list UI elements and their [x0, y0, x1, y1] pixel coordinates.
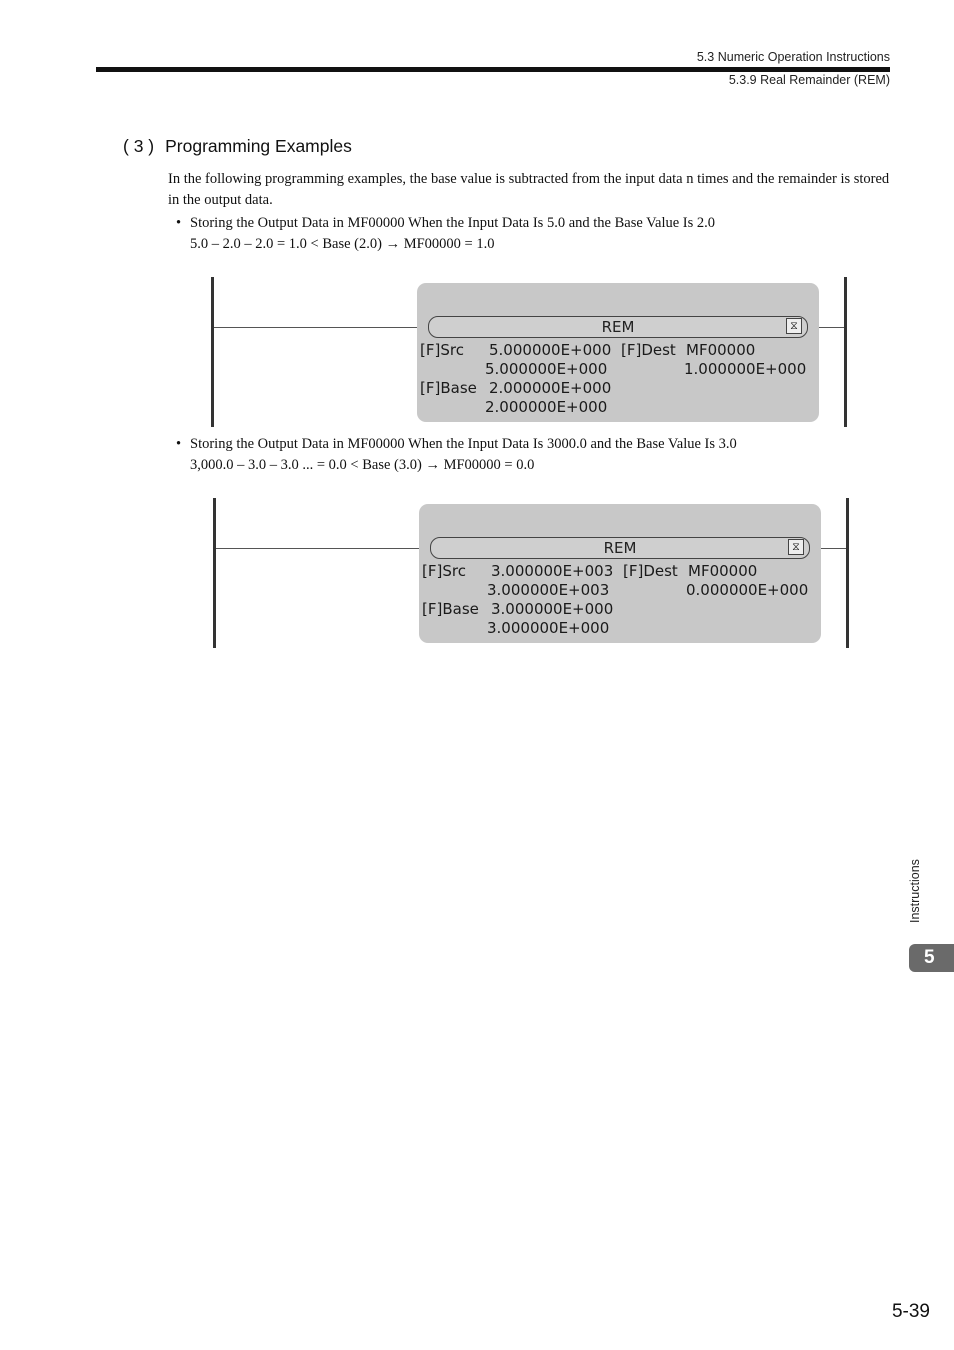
page-number: 5-39 [891, 1301, 930, 1322]
side-tab-label: Instructions [908, 859, 922, 923]
rem-instruction-block[interactable] [419, 504, 821, 643]
right-power-rail [846, 498, 849, 648]
input-wire [216, 548, 432, 549]
src-label: [F]Src [422, 562, 466, 580]
header-section: 5.3 Numeric Operation Instructions [696, 50, 890, 64]
input-wire [214, 327, 430, 328]
bullet-marker: • [176, 215, 182, 231]
section-title [123, 136, 352, 157]
dest-current-value: 1.000000E+000 [684, 360, 807, 378]
left-power-rail [213, 498, 216, 648]
dest-label: [F]Dest [621, 341, 676, 359]
rem-block-titlebar[interactable] [430, 537, 810, 559]
chapter-tab[interactable]: 5 [909, 944, 954, 972]
ladder-rung-1 [211, 277, 849, 427]
left-power-rail [211, 277, 214, 427]
src-current-value: 5.000000E+000 [485, 360, 608, 378]
section-title-text: Programming Examples [165, 136, 352, 156]
section-number: ( 3 ) [123, 136, 155, 156]
rem-instruction-block[interactable] [417, 283, 819, 422]
header-rule [96, 67, 890, 72]
src-current-value: 3.000000E+003 [487, 581, 610, 599]
intro-paragraph: In the following programming examples, the base value is subtracted from the input data n times and the remainder is stored in the output data. [168, 171, 890, 208]
example-1-title: Storing the Output Data in MF00000 When the Input Data Is 5.0 and the Base Value Is 2.0 [190, 215, 716, 231]
collapse-icon[interactable]: ⧖ [788, 539, 804, 555]
right-power-rail [844, 277, 847, 427]
rem-block-name: REM [603, 539, 637, 557]
dest-value[interactable]: MF00000 [686, 341, 756, 359]
base-label: [F]Base [422, 600, 479, 618]
example-2-equation: 3,000.0 – 3.0 – 3.0 ... = 0.0 < Base (3.0) → MF00000 = 0.0 [190, 457, 535, 473]
base-value[interactable]: 3.000000E+000 [491, 600, 614, 618]
bullet-marker: • [176, 436, 182, 452]
example-2-text [176, 434, 737, 476]
src-value[interactable]: 3.000000E+003 [491, 562, 614, 580]
rem-block-titlebar[interactable] [428, 316, 808, 338]
base-current-value: 3.000000E+000 [487, 619, 610, 637]
example-1-text [176, 213, 715, 255]
rem-block-name: REM [601, 318, 635, 336]
header-subsection: 5.3.9 Real Remainder (REM) [728, 73, 890, 87]
collapse-icon[interactable]: ⧖ [786, 318, 802, 334]
dest-value[interactable]: MF00000 [688, 562, 758, 580]
ladder-rung-2 [213, 498, 851, 648]
dest-current-value: 0.000000E+000 [686, 581, 809, 599]
base-current-value: 2.000000E+000 [485, 398, 608, 416]
example-2-title: Storing the Output Data in MF00000 When the Input Data Is 3000.0 and the Base Value Is 3.0 [190, 436, 737, 452]
src-value[interactable]: 5.000000E+000 [489, 341, 612, 359]
base-value[interactable]: 2.000000E+000 [489, 379, 612, 397]
dest-label: [F]Dest [623, 562, 678, 580]
example-1-equation: 5.0 – 2.0 – 2.0 = 1.0 < Base (2.0) → MF00000 = 1.0 [190, 236, 495, 252]
base-label: [F]Base [420, 379, 477, 397]
src-label: [F]Src [420, 341, 464, 359]
